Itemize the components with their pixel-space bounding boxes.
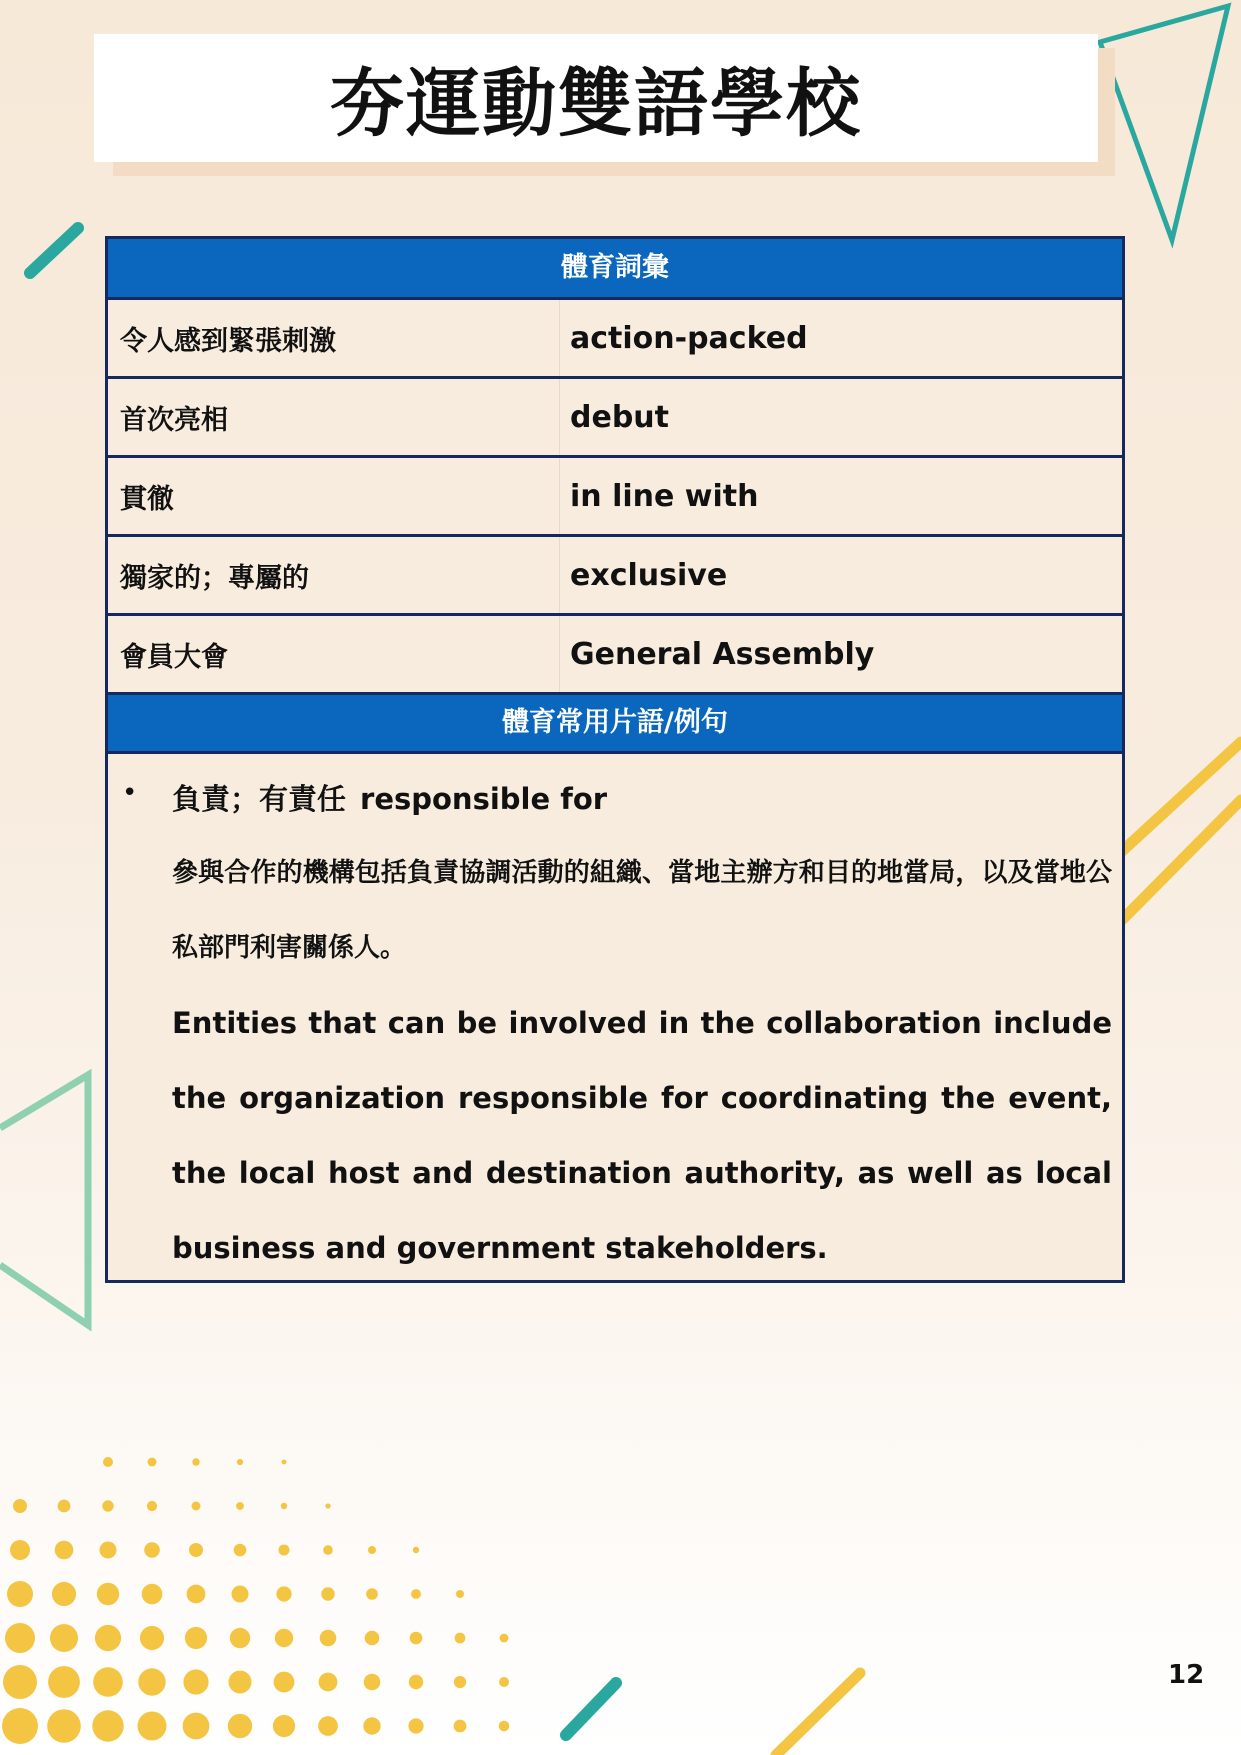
teal-triangle-decoration [1100,6,1228,240]
decorative-dot [273,1715,295,1737]
vocabulary-english-term: action-packed [570,320,808,356]
decorative-dot [282,1460,287,1465]
title-banner [94,34,1098,162]
decorative-dot [237,1459,243,1465]
decorative-dot [55,1541,74,1560]
phrases-section-header: 體育常用片語/例句 [108,695,1122,754]
example-english-highlight: responsible for [457,1081,708,1115]
vocabulary-chinese-term: 首次亮相 [108,379,560,455]
page-number: 12 [1168,1660,1205,1690]
decorative-dot [95,1625,121,1651]
decorative-dot [454,1720,467,1733]
decorative-dot [50,1624,78,1652]
decorative-dot [455,1633,466,1644]
decorative-dot [281,1503,287,1509]
decorative-dot [279,1545,290,1556]
decorative-dot [500,1634,509,1643]
vocabulary-chinese-term: 獨家的；專屬的 [108,537,560,613]
vocabulary-row [108,379,1122,458]
decorative-dot [7,1581,33,1607]
decorative-dot [183,1669,208,1694]
decorative-dot [138,1668,165,1695]
decorative-dot [13,1499,27,1513]
decorative-dot [144,1542,160,1558]
decorative-dot [47,1709,81,1743]
decorative-dot [192,1458,199,1465]
decorative-dot [318,1716,338,1736]
decorative-dot [230,1628,250,1648]
decorative-dot [411,1589,421,1599]
decorative-dot [10,1540,30,1560]
decorative-dot [325,1503,330,1508]
decorative-dot [138,1712,167,1741]
vocabulary-english-term: in line with [570,478,759,514]
yellow-line-decoration [1114,800,1241,928]
vocabulary-chinese-term: 貫徹 [108,458,560,534]
decorative-dot [274,1672,295,1693]
decorative-dot [5,1623,35,1653]
vocabulary-table [105,236,1125,1283]
decorative-dot [92,1710,123,1741]
decorative-dot [276,1586,291,1601]
vocabulary-chinese-term: 令人感到緊張刺激 [108,300,560,376]
decorative-dot [366,1588,378,1600]
mint-triangle-decoration [0,1075,88,1325]
decorative-dot [319,1673,338,1692]
decorative-dot [97,1583,119,1605]
teal-dash-decoration [30,228,78,273]
decorative-dot [368,1546,376,1554]
teal-dash-decoration [566,1683,616,1735]
page-title: 夯運動雙語學校 [330,61,862,147]
example-english-part: Entities that can be involved in the collaboration include the organization [172,1006,1112,1115]
decorative-dot [363,1717,380,1734]
yellow-line-decoration [776,1673,860,1755]
decorative-dot [102,1500,113,1511]
yellow-dot-pattern-decoration [2,1457,509,1744]
decorative-dot [275,1629,293,1647]
decorative-dot [3,1665,37,1699]
decorative-dot [364,1674,381,1691]
decorative-dot [236,1502,244,1510]
decorative-dot [408,1718,423,1733]
decorative-dot [183,1713,210,1740]
vocabulary-english-term: General Assembly [570,636,875,672]
decorative-dot [320,1630,337,1647]
decorative-dot [192,1502,201,1511]
decorative-dot [228,1714,252,1738]
decorative-dot [409,1675,423,1689]
decorative-dot [232,1586,249,1603]
decorative-dot [185,1627,207,1649]
vocabulary-row [108,458,1122,537]
vocabulary-chinese-term: 會員大會 [108,616,560,692]
phrase-term-english: responsible for [360,782,608,816]
decorative-dot [499,1677,509,1687]
decorative-dot [58,1500,71,1513]
decorative-dot [52,1582,76,1606]
bullet-marker: • [122,778,138,808]
vocabulary-english-term: exclusive [570,557,728,593]
vocabulary-english-term: debut [570,399,669,435]
phrase-term-chinese: 負責；有責任 [172,782,347,816]
decorative-dot [234,1544,247,1557]
decorative-dot [365,1631,380,1646]
vocabulary-row [108,300,1122,379]
decorative-dot [140,1626,164,1650]
decorative-dot [410,1632,423,1645]
decorative-dot [48,1666,80,1698]
decorative-dot [187,1585,206,1604]
decorative-dot [454,1676,466,1688]
decorative-dot [413,1547,419,1553]
decorative-dot [456,1590,464,1598]
example-sentence-chinese: 參與合作的機構包括負責協調活動的組織、當地主辦方和目的地當局，以及當地公私部門利害關係人。 [172,858,1112,963]
phrase-example-block [108,754,1122,1280]
phrase-term [172,770,1112,828]
decorative-dot [147,1501,157,1511]
decorative-dot [189,1543,203,1557]
vocabulary-section-header: 體育詞彙 [108,239,1122,300]
decorative-dot [499,1721,510,1732]
decorative-dot [103,1457,113,1467]
vocabulary-row [108,537,1122,616]
decorative-dot [321,1587,334,1600]
example-english-part: coordinating the event, the local host and destination authority, as well as local business and government stakeholders. [172,1081,1112,1265]
vocabulary-row [108,616,1122,695]
decorative-dot [2,1708,38,1744]
decorative-dot [229,1671,252,1694]
decorative-dot [93,1667,123,1697]
example-sentence-english [172,986,1112,1286]
decorative-dot [142,1584,163,1605]
decorative-dot [148,1458,157,1467]
decorative-dot [100,1542,117,1559]
decorative-dot [323,1545,333,1555]
